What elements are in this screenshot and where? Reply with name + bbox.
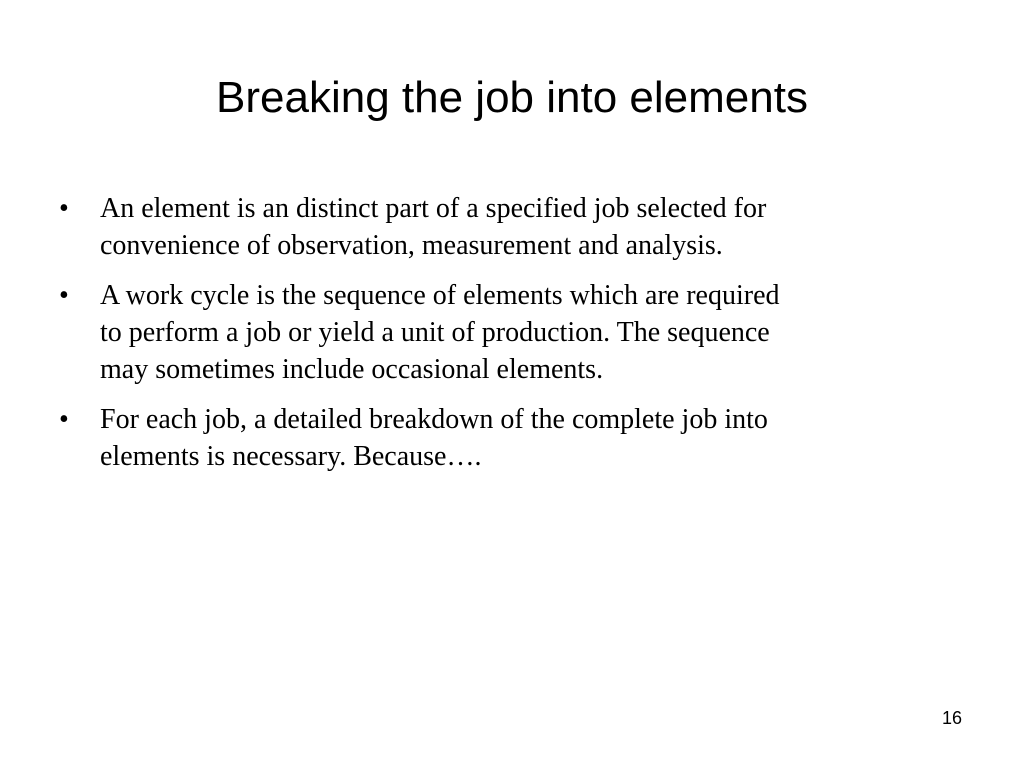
bullet-marker: •: [59, 404, 69, 435]
bullet-text-line: may sometimes include occasional elements.: [100, 354, 604, 385]
bullet-item: [59, 277, 959, 388]
bullet-text-line: convenience of observation, measurement and analysis.: [100, 230, 723, 261]
bullet-item: [59, 401, 959, 475]
bullet-text-line: A work cycle is the sequence of elements which are required: [100, 280, 780, 311]
bullet-text-line: elements is necessary. Because….: [100, 441, 482, 472]
bullet-marker: •: [59, 193, 69, 224]
bullet-marker: •: [59, 280, 69, 311]
slide-number: 16: [941, 708, 962, 728]
bullet-text-line: For each job, a detailed breakdown of the complete job into: [100, 404, 768, 435]
bullet-text-line: An element is an distinct part of a specified job selected for: [100, 193, 767, 224]
bullet-item: [59, 190, 959, 264]
slide-title: Breaking the job into elements: [216, 73, 808, 122]
bullet-text-line: to perform a job or yield a unit of production. The sequence: [100, 317, 770, 348]
bullet-list: [59, 190, 959, 488]
